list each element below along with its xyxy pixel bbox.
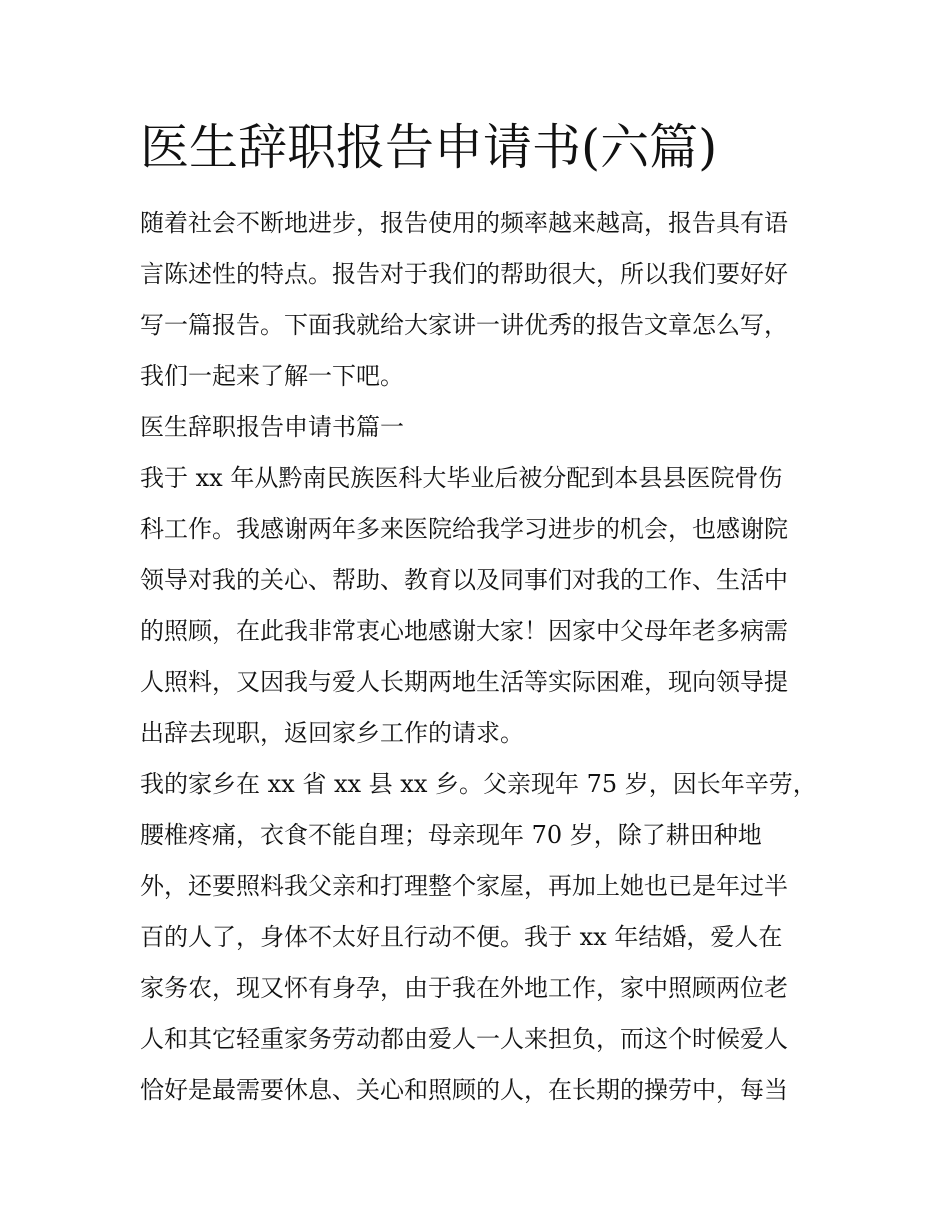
- paragraph-line: 百的人了，身体不太好且行动不便。我于 xx 年结婚，爱人在: [140, 923, 783, 951]
- paragraph-line: 腰椎疼痛，衣食不能自理；母亲现年 70 岁，除了耕田种地: [140, 821, 762, 849]
- paragraph-line: 出辞去现职，返回家乡工作的请求。: [140, 719, 524, 747]
- paragraph-line: 人照料，又因我与爱人长期两地生活等实际困难，现向领导提: [140, 668, 788, 696]
- document-title: 医生辞职报告申请书(六篇): [140, 119, 718, 176]
- paragraph-line: 我于 xx 年从黔南民族医科大毕业后被分配到本县县医院骨伤: [140, 464, 783, 492]
- paragraph-line: 恰好是最需要休息、关心和照顾的人，在长期的操劳中，每当: [140, 1076, 788, 1104]
- paragraph-line: 领导对我的关心、帮助、教育以及同事们对我的工作、生活中: [140, 566, 788, 594]
- paragraph-line: 写一篇报告。下面我就给大家讲一讲优秀的报告文章怎么写，: [140, 311, 788, 339]
- paragraph-line: 我们一起来了解一下吧。: [140, 362, 404, 390]
- paragraph-line: 我的家乡在 xx 省 xx 县 xx 乡。父亲现年 75 岁，因长年辛劳，: [140, 770, 817, 798]
- paragraph-line: 家务农，现又怀有身孕，由于我在外地工作，家中照顾两位老: [140, 974, 788, 1002]
- paragraph-line: 随着社会不断地进步，报告使用的频率越来越高，报告具有语: [140, 209, 788, 237]
- paragraph-line: 的照顾，在此我非常衷心地感谢大家！因家中父母年老多病需: [140, 617, 788, 645]
- paragraph-line: 人和其它轻重家务劳动都由爱人一人来担负，而这个时候爱人: [140, 1025, 788, 1053]
- section-heading: 医生辞职报告申请书篇一: [140, 413, 404, 441]
- paragraph-line: 言陈述性的特点。报告对于我们的帮助很大，所以我们要好好: [140, 260, 788, 288]
- paragraph-line: 外，还要照料我父亲和打理整个家屋，再加上她也已是年过半: [140, 872, 788, 900]
- paragraph-line: 科工作。我感谢两年多来医院给我学习进步的机会，也感谢院: [140, 515, 788, 543]
